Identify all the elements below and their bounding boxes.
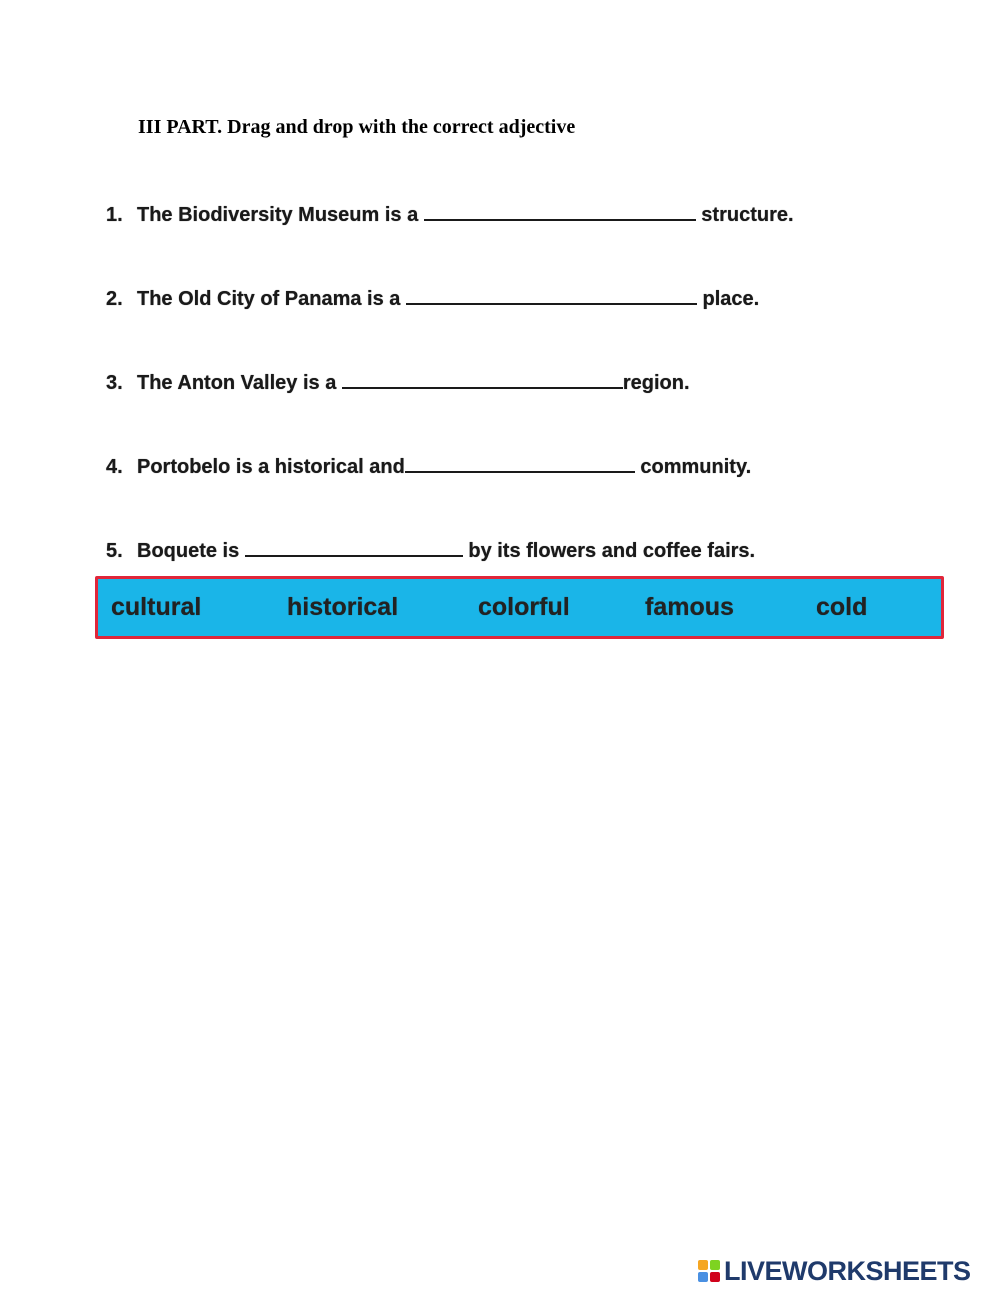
word-option-historical[interactable]: historical bbox=[287, 593, 399, 621]
question-text-before: Boquete is bbox=[137, 540, 245, 562]
answer-blank-1[interactable] bbox=[424, 199, 696, 221]
question-number: 5. bbox=[106, 540, 123, 562]
logo-blocks-icon bbox=[698, 1260, 720, 1282]
word-bank bbox=[95, 576, 944, 639]
question-number: 1. bbox=[106, 204, 123, 226]
word-option-cultural[interactable]: cultural bbox=[111, 593, 202, 621]
question-text-after: community. bbox=[634, 456, 752, 478]
question-number: 4. bbox=[106, 456, 123, 478]
word-option-cold[interactable]: cold bbox=[816, 593, 868, 621]
logo-text: LIVEWORKSHEETS bbox=[724, 1255, 971, 1286]
answer-blank-4[interactable] bbox=[405, 451, 635, 473]
word-option-famous[interactable]: famous bbox=[645, 593, 734, 621]
question-4 bbox=[106, 451, 751, 479]
question-text-before: Portobelo is a historical and bbox=[137, 456, 405, 478]
question-text-after: region. bbox=[622, 372, 690, 394]
liveworksheets-logo bbox=[698, 1257, 971, 1285]
question-3 bbox=[106, 367, 690, 395]
answer-blank-2[interactable] bbox=[406, 283, 697, 305]
question-text-before: The Old City of Panama is a bbox=[137, 288, 406, 310]
word-option-colorful[interactable]: colorful bbox=[478, 593, 570, 621]
question-text-after: structure. bbox=[695, 204, 794, 226]
question-text-after: place. bbox=[696, 288, 760, 310]
question-text-before: The Anton Valley is a bbox=[137, 372, 342, 394]
question-number: 3. bbox=[106, 372, 123, 394]
instructions-heading: III PART. Drag and drop with the correct adjective bbox=[138, 116, 576, 138]
question-5 bbox=[106, 535, 755, 563]
question-text-after: by its flowers and coffee fairs. bbox=[462, 540, 756, 562]
answer-blank-3[interactable] bbox=[342, 367, 623, 389]
answer-blank-5[interactable] bbox=[245, 535, 463, 557]
question-2 bbox=[106, 283, 759, 311]
question-1 bbox=[106, 199, 794, 227]
question-text-before: The Biodiversity Museum is a bbox=[137, 204, 424, 226]
question-number: 2. bbox=[106, 288, 123, 310]
